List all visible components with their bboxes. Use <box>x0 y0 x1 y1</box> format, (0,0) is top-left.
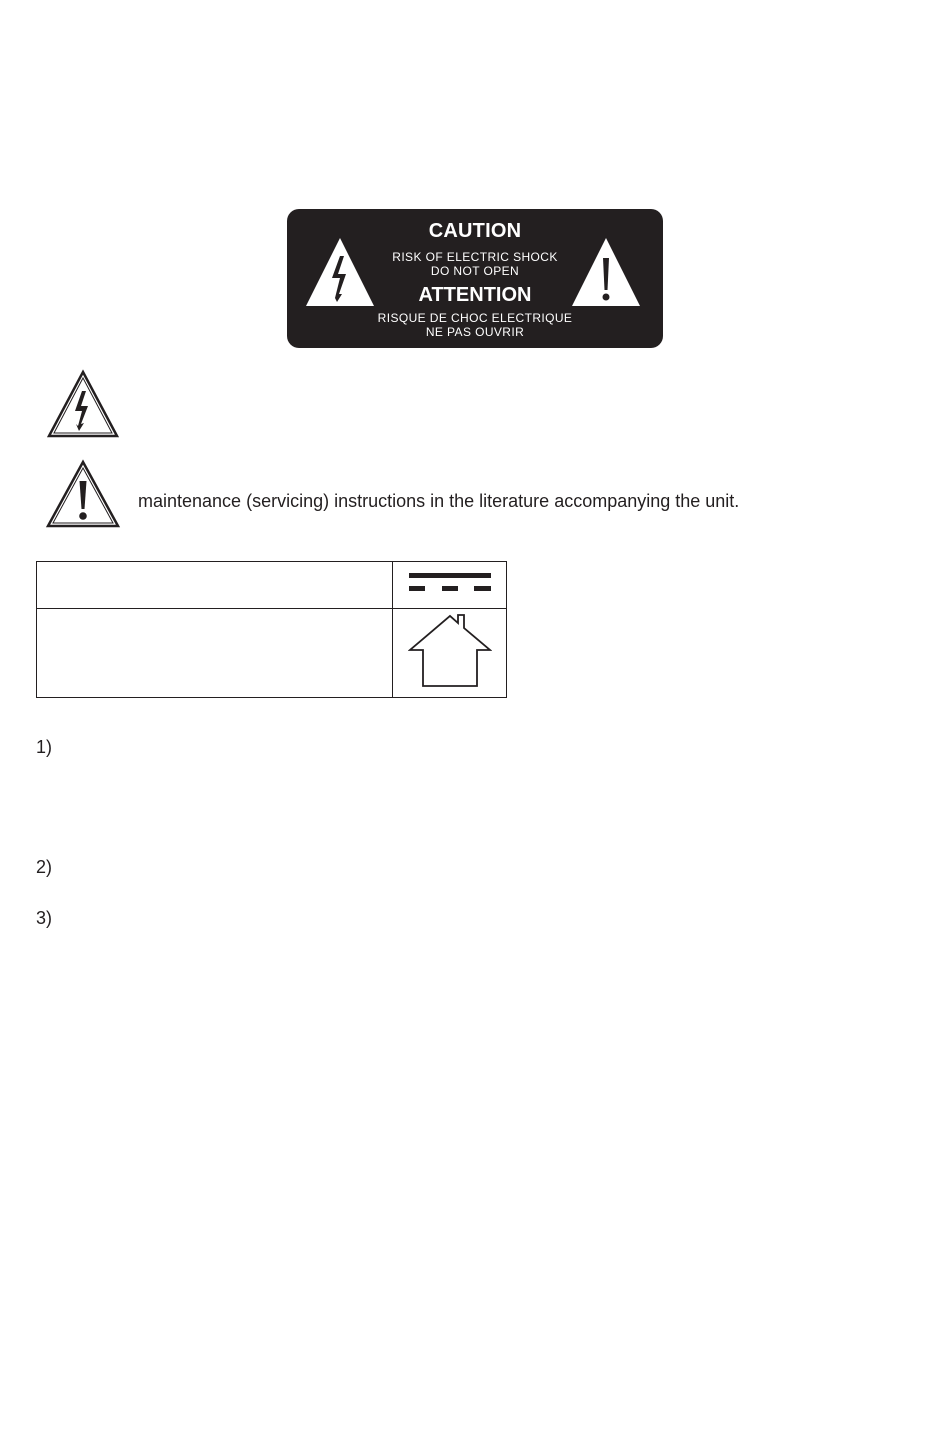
list-item-number: 2) <box>36 857 53 877</box>
dc-current-icon <box>408 571 492 595</box>
symbol-table <box>36 561 507 698</box>
caution-title: CAUTION <box>428 220 522 242</box>
lightning-bolt-warning-icon <box>46 369 120 439</box>
symbol-cell <box>393 562 507 609</box>
indoor-use-house-icon <box>408 612 492 690</box>
exclamation-warning-icon <box>570 236 642 308</box>
table-row <box>37 562 507 609</box>
symbol-cell <box>393 609 507 698</box>
exclamation-symbol-description: maintenance (servicing) instructions in the literature accompanying the unit. <box>138 491 740 511</box>
caution-warning-line: RISK OF ELECTRIC SHOCK <box>392 250 558 264</box>
symbol-description-cell <box>37 609 393 698</box>
symbol-description-cell <box>37 562 393 609</box>
caution-warning-line: DO NOT OPEN <box>430 264 520 278</box>
caution-warning-line: NE PAS OUVRIR <box>425 325 525 339</box>
list-item-number: 1) <box>36 737 53 757</box>
attention-title: ATTENTION <box>418 284 532 306</box>
table-row <box>37 609 507 698</box>
list-item-number: 3) <box>36 908 53 928</box>
caution-label <box>287 209 663 348</box>
caution-warning-line: RISQUE DE CHOC ELECTRIQUE <box>377 311 573 325</box>
exclamation-warning-icon <box>45 459 121 529</box>
